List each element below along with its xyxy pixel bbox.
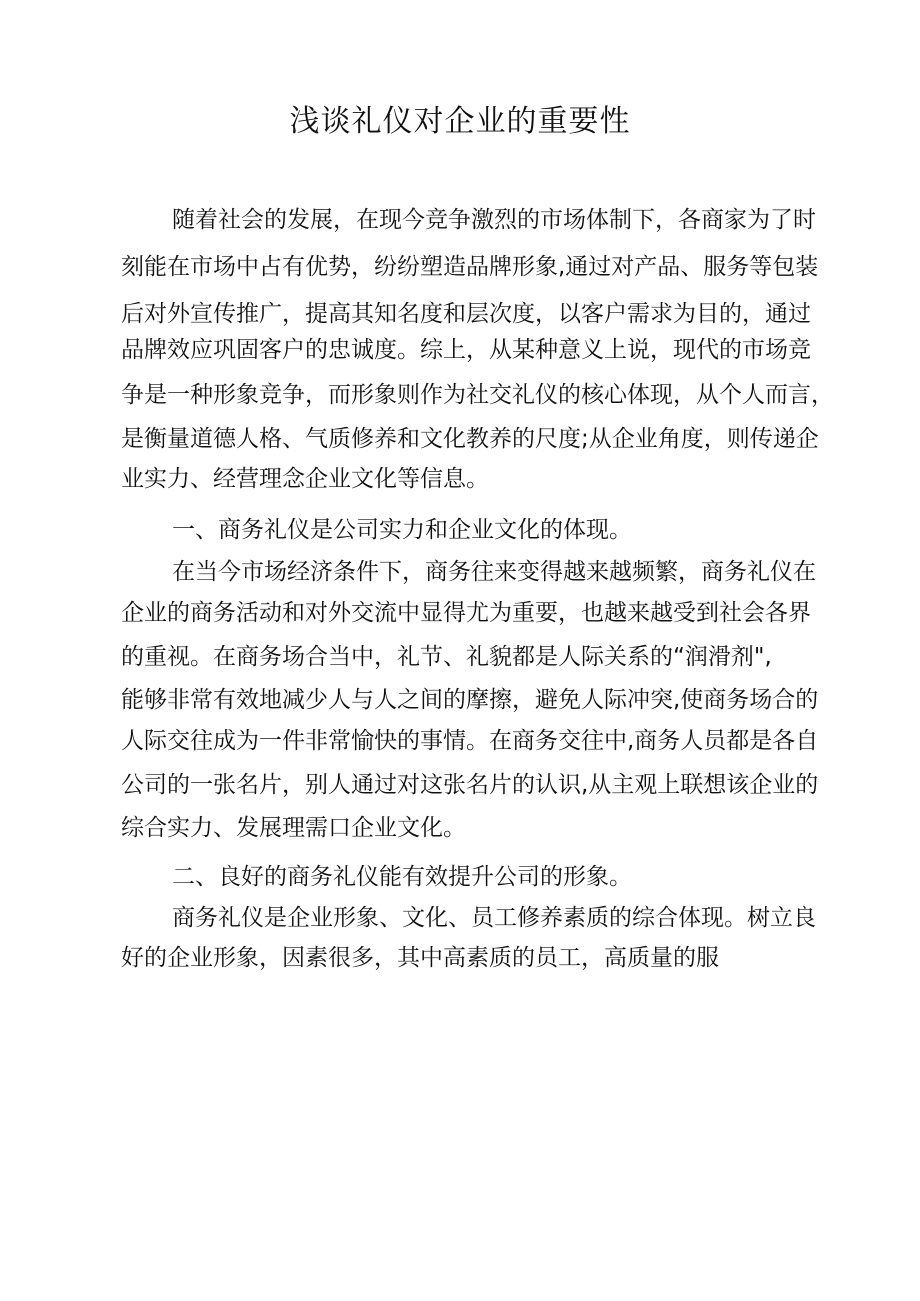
- section-heading: 一、商务礼仪是公司实力和企业文化的体现。: [172, 517, 632, 543]
- paragraph-line: 争是一种形象竞争，而形象则作为社交礼仪的核心体现，从个人而言，: [121, 382, 834, 408]
- paragraph-line: 综合实力、发展理需口企业文化。: [121, 815, 466, 841]
- paragraph-line: 是衡量道德人格、气质修养和文化教养的尺度;从企业角度，则传递企: [121, 426, 819, 452]
- paragraph-line: 人际交往成为一件非常愉快的事情。在商务交往中,商务人员都是各自: [121, 728, 819, 754]
- paragraph-line: 在当今市场经济条件下，商务往来变得越来越频繁，商务礼仪在: [172, 559, 816, 585]
- paragraph-line: 刻能在市场中占有优势，纷纷塑造品牌形象,通过对产品、服务等包装: [121, 254, 819, 280]
- paragraph-line: 品牌效应巩固客户的忠诚度。综上，从某种意义上说，现代的市场竞: [121, 337, 811, 363]
- paragraph-line: 业实力、经营理念企业文化等信息。: [121, 466, 489, 492]
- paragraph-line: 企业的商务活动和对外交流中显得尤为重要，也越来越受到社会各界: [121, 600, 811, 626]
- paragraph-line: 能够非常有效地减少人与人之间的摩擦，避免人际冲突,使商务场合的: [121, 687, 819, 713]
- paragraph-line: 随着社会的发展，在现今竞争激烈的市场体制下，各商家为了时: [172, 207, 816, 233]
- section-heading: 二、良好的商务礼仪能有效提升公司的形象。: [172, 864, 632, 890]
- paragraph-line: 商务礼仪是企业形象、文化、员工修养素质的综合体现。树立良: [172, 905, 816, 931]
- paragraph-line: 好的企业形象，因素很多，其中高素质的员工，高质量的服: [121, 945, 719, 971]
- paragraph-line: 的重视。在商务场合当中，礼节、礼貌都是人际关系的“润滑剂",: [121, 644, 772, 670]
- paragraph-line: 公司的一张名片，别人通过对这张名片的认识,从主观上联想该企业的: [121, 772, 819, 798]
- document-title: 浅谈礼仪对企业的重要性: [289, 104, 631, 139]
- paragraph-line: 后对外宣传推广，提高其知名度和层次度，以客户需求为目的，通过: [121, 301, 811, 327]
